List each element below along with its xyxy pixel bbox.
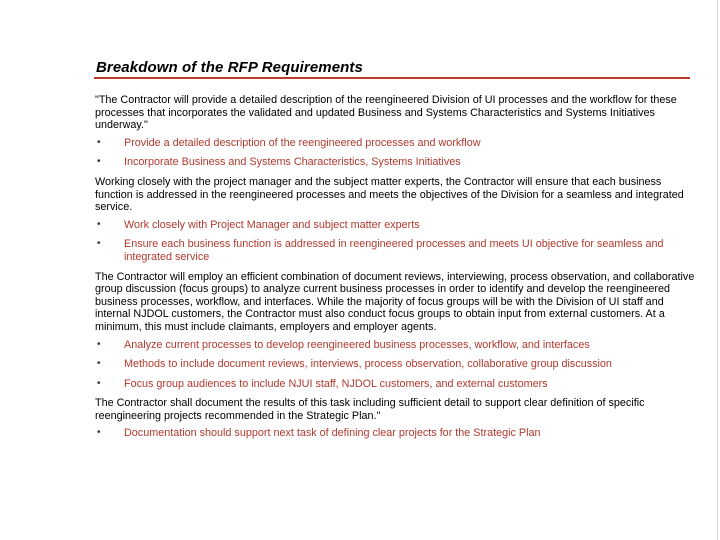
section-2-paragraph: Working closely with the project manager and the subject matter experts, the Contractor will ensure that each business function is addressed in the reengineered processes and meets the objectives of the Division for a seamless and integrated service. bbox=[95, 175, 684, 214]
slide-title: Breakdown of the RFP Requirements bbox=[96, 59, 363, 76]
bullet-item: • Analyze current processes to develop reengineered business processes, workflow, and interfaces bbox=[95, 339, 695, 352]
bullet-item: • Incorporate Business and Systems Characteristics, Systems Initiatives bbox=[95, 156, 695, 169]
section-4-bullets bbox=[95, 427, 695, 440]
section-1-paragraph: "The Contractor will provide a detailed description of the reengineered Division of UI processes and the workflow for these processes that incorporates the validated and updated Business and Systems Characteristics and Systems Initiatives underway." bbox=[95, 94, 677, 132]
bullet-item: • Provide a detailed description of the reengineered processes and workflow bbox=[95, 137, 695, 150]
bullet-item: • Ensure each business function is addressed in reengineered processes and meets UI objective for seamless and integrated service bbox=[95, 238, 695, 263]
section-3-paragraph: The Contractor will employ an efficient combination of document reviews, interviewing, process observation, and collaborative group discussion (focus groups) to analyze current business processes in order to identify and develop the reengineered business processes, workflow, and interfaces. While the majority of focus groups will be with the Division of UI staff and internal NJDOL customers, the Contractor must also conduct focus groups to obtain input from external customers. At a minimum, this must include claimants, employers and employer agents. bbox=[95, 270, 695, 333]
bullet-item: • Focus group audiences to include NJUI staff, NJDOL customers, and external customers bbox=[95, 378, 695, 391]
section-4-paragraph: The Contractor shall document the results of this task including sufficient detail to support clear definition of specific reengineering projects recommended in the Strategic Plan." bbox=[95, 397, 645, 422]
slide-content bbox=[95, 94, 695, 447]
bullet-item: • Documentation should support next task of defining clear projects for the Strategic Plan bbox=[95, 427, 695, 440]
section-2-bullets bbox=[95, 219, 695, 264]
section-1-bullets bbox=[95, 137, 695, 169]
bullet-item: • Work closely with Project Manager and subject matter experts bbox=[95, 219, 695, 232]
bullet-item: • Methods to include document reviews, interviews, process observation, collaborative group discussion bbox=[95, 358, 695, 371]
title-underline bbox=[94, 77, 690, 79]
section-3-bullets bbox=[95, 339, 695, 391]
